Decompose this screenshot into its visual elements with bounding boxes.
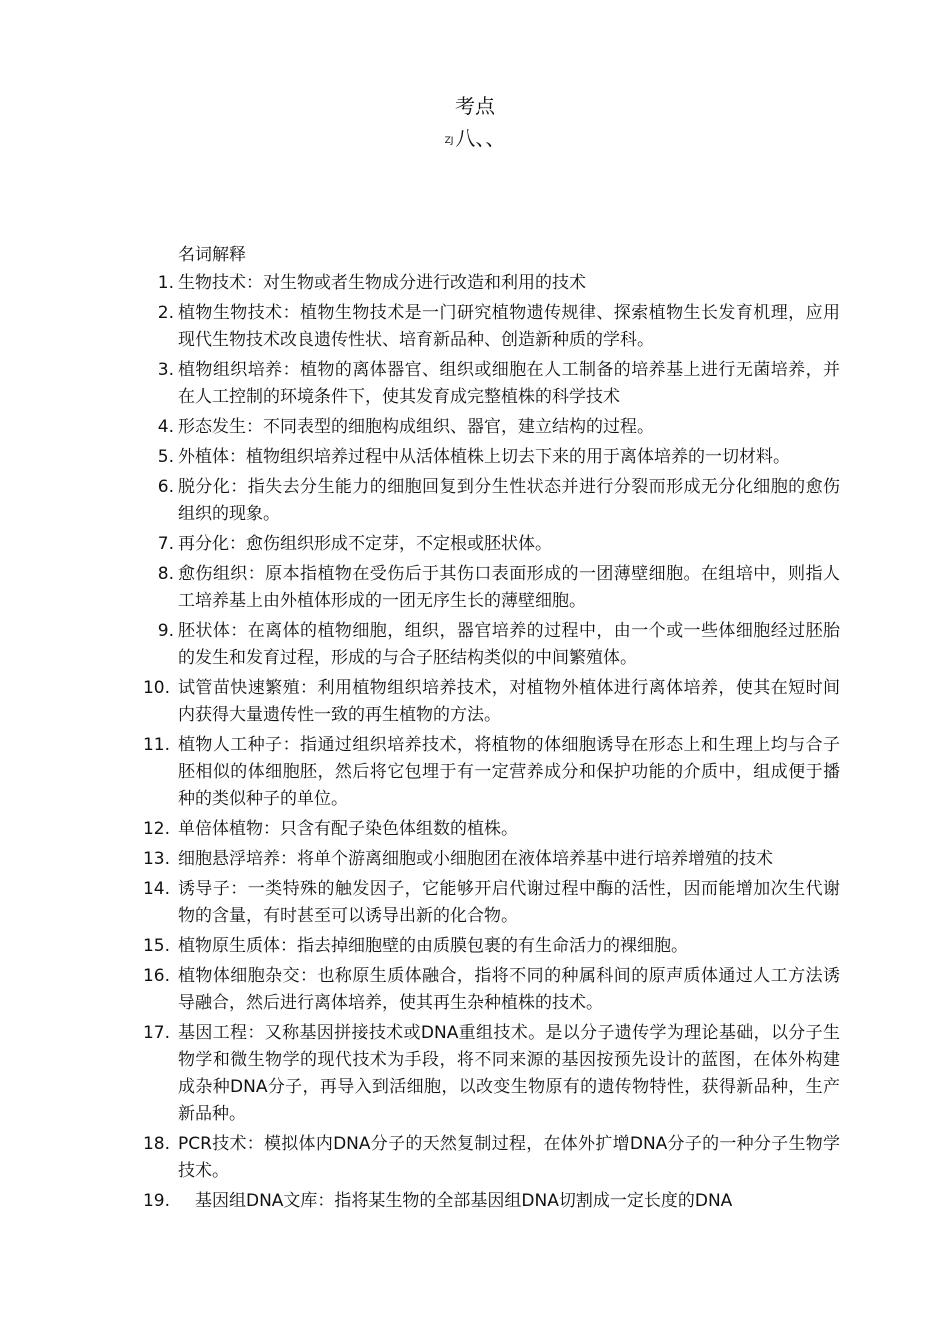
entry-text: 脱分化：指失去分生能力的细胞回复到分生性状态并进行分裂而形成无分化细胞的愈伤组织的现象。 bbox=[178, 477, 840, 524]
entry-text: PCR技术：模拟体内DNA分子的天然复制过程，在体外扩增DNA分子的一种分子生物学技术。 bbox=[178, 1134, 840, 1181]
entry-text: 诱导子：一类特殊的触发因子，它能够开启代谢过程中酶的活性，因而能增加次生代谢物的含量，有时甚至可以诱导出新的化合物。 bbox=[178, 879, 840, 926]
entry-number: 3. bbox=[157, 360, 174, 380]
entry-text: 细胞悬浮培养：将单个游离细胞或小细胞团在液体培养基中进行培养增殖的技术 bbox=[178, 849, 773, 869]
glossary-entry bbox=[140, 300, 840, 354]
glossary-entry bbox=[140, 816, 840, 843]
entry-number: 9. bbox=[157, 621, 174, 641]
entry-number: 6. bbox=[157, 477, 174, 497]
entry-number: 2. bbox=[157, 303, 174, 323]
entry-text: 再分化：愈伤组织形成不定芽，不定根或胚状体。 bbox=[178, 534, 552, 554]
entry-text: 胚状体：在离体的植物细胞，组织，器官培养的过程中，由一个或一些体细胞经过胚胎的发生和发育过程，形成的与合子胚结构类似的中间繁殖体。 bbox=[178, 621, 840, 668]
glossary-entry bbox=[140, 531, 840, 558]
entry-number: 13. bbox=[142, 849, 170, 869]
entry-number: 17. bbox=[142, 1023, 170, 1043]
glossary-entry bbox=[140, 474, 840, 528]
entry-number: 14. bbox=[142, 879, 170, 899]
glossary-entry bbox=[140, 357, 840, 411]
entry-number: 12. bbox=[142, 819, 170, 839]
entry-number: 11. bbox=[142, 735, 170, 755]
entry-number: 16. bbox=[142, 966, 170, 986]
entry-number: 1. bbox=[157, 273, 174, 293]
entry-text: 植物人工种子：指通过组织培养技术，将植物的体细胞诱导在形态上和生理上均与合子胚相似的体细胞胚，然后将它包埋于有一定营养成分和保护功能的介质中，组成便于播种的类似种子的单位。 bbox=[178, 735, 840, 809]
subtitle-text: 八、、 bbox=[455, 126, 506, 150]
glossary-entry bbox=[140, 270, 840, 297]
entry-number: 8. bbox=[157, 564, 174, 584]
glossary-entry bbox=[140, 876, 840, 930]
glossary-entry bbox=[140, 444, 840, 471]
entry-number: 15. bbox=[142, 936, 170, 956]
subtitle-small-mark: ZJ bbox=[444, 136, 454, 146]
glossary-entry bbox=[140, 963, 840, 1017]
glossary-entry bbox=[140, 561, 840, 615]
glossary-entry bbox=[140, 732, 840, 813]
glossary-entry bbox=[140, 1020, 840, 1128]
glossary-entry bbox=[140, 414, 840, 441]
entry-number: 7. bbox=[157, 534, 174, 554]
entry-text: 生物技术：对生物或者生物成分进行改造和利用的技术 bbox=[178, 273, 586, 293]
entry-number: 19. bbox=[142, 1191, 170, 1211]
entry-text: 植物体细胞杂交：也称原生质体融合，指将不同的种属科间的原声质体通过人工方法诱导融合，然后进行离体培养，使其再生杂种植株的技术。 bbox=[178, 966, 840, 1013]
page-subtitle bbox=[0, 124, 950, 155]
glossary-list bbox=[140, 270, 840, 1218]
glossary-entry bbox=[140, 618, 840, 672]
entry-text: 植物原生质体：指去掉细胞壁的由质膜包裹的有生命活力的裸细胞。 bbox=[178, 936, 688, 956]
entry-number: 18. bbox=[142, 1134, 170, 1154]
glossary-entry bbox=[140, 933, 840, 960]
entry-text: 愈伤组织：原本指植物在受伤后于其伤口表面形成的一团薄壁细胞。在组培中，则指人工培养基上由外植体形成的一团无序生长的薄壁细胞。 bbox=[178, 564, 840, 611]
entry-text: 基因组DNA文库：指将某生物的全部基因组DNA切割成一定长度的DNA bbox=[178, 1191, 733, 1211]
entry-text: 基因工程：又称基因拼接技术或DNA重组技术。是以分子遗传学为理论基础，以分子生物学和微生物学的现代技术为手段，将不同来源的基因按预先设计的蓝图，在体外构建成杂种DNA分子，再导入到活细胞，以改变生物原有的遗传物特性，获得新品种，生产新品种。 bbox=[178, 1023, 840, 1124]
entry-text: 植物组织培养：植物的离体器官、组织或细胞在人工制备的培养基上进行无菌培养，并在人工控制的环境条件下，使其发育成完整植株的科学技术 bbox=[178, 360, 840, 407]
entry-number: 10. bbox=[142, 678, 170, 698]
page-title: 考点 bbox=[455, 94, 495, 118]
glossary-entry bbox=[140, 675, 840, 729]
entry-text: 植物生物技术：植物生物技术是一门研究植物遗传规律、探索植物生长发育机理，应用现代生物技术改良遗传性状、培育新品种、创造新种质的学科。 bbox=[178, 303, 840, 350]
entry-number: 5. bbox=[157, 447, 174, 467]
glossary-entry bbox=[140, 1188, 840, 1215]
glossary-entry bbox=[140, 1131, 840, 1185]
section-heading: 名词解释 bbox=[178, 245, 246, 265]
entry-text: 试管苗快速繁殖：利用植物组织培养技术，对植物外植体进行离体培养，使其在短时间内获得大量遗传性一致的再生植物的方法。 bbox=[178, 678, 840, 725]
entry-text: 单倍体植物：只含有配子染色体组数的植株。 bbox=[178, 819, 518, 839]
entry-text: 外植体：植物组织培养过程中从活体植株上切去下来的用于离体培养的一切材料。 bbox=[178, 447, 790, 467]
entry-text: 形态发生：不同表型的细胞构成组织、器官，建立结构的过程。 bbox=[178, 417, 654, 437]
entry-number: 4. bbox=[157, 417, 174, 437]
glossary-entry bbox=[140, 846, 840, 873]
